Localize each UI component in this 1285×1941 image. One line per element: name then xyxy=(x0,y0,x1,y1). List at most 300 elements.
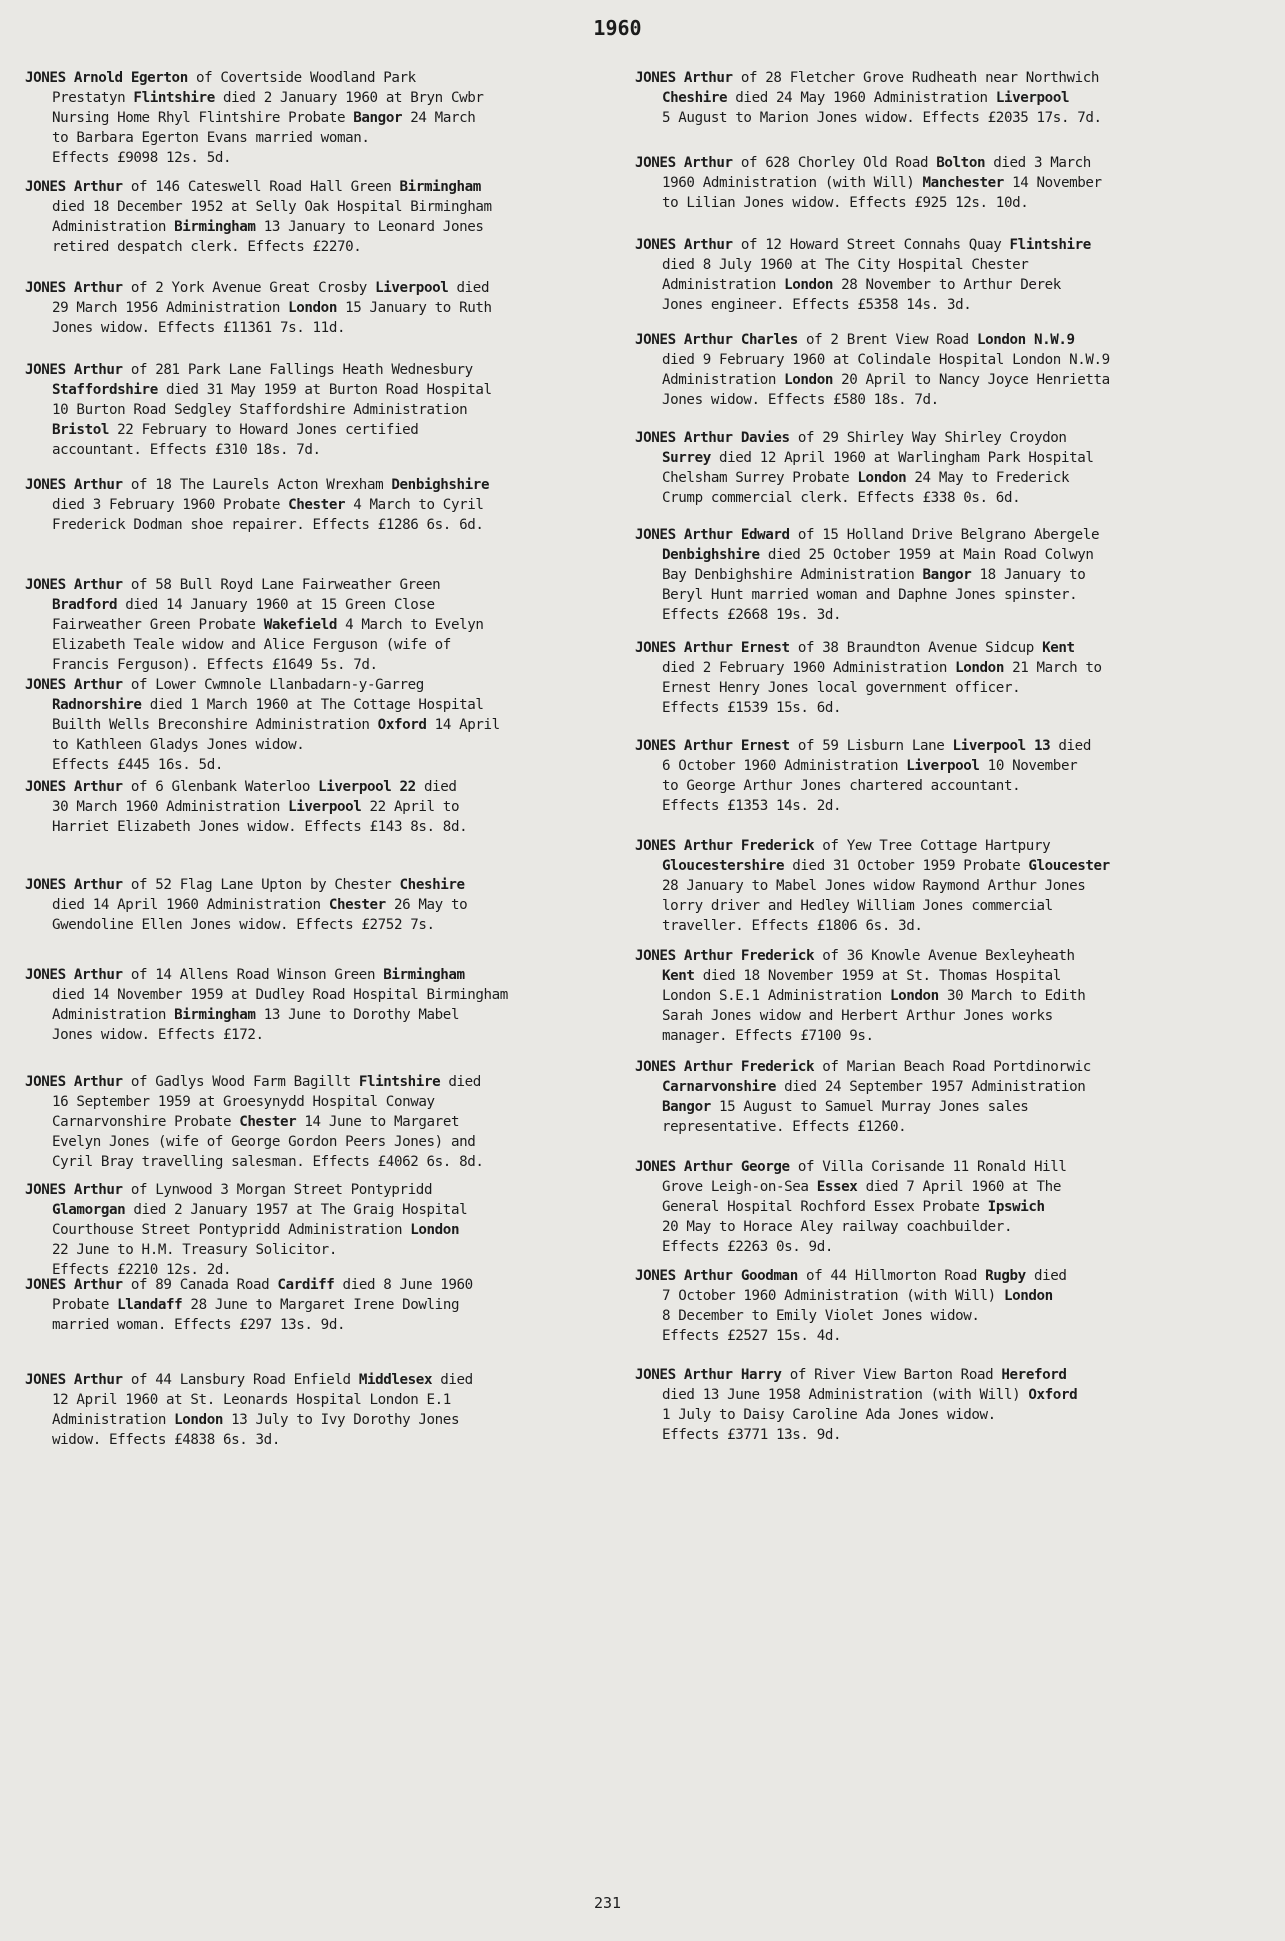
entry-line xyxy=(635,1217,1235,1237)
entry-line xyxy=(25,915,625,935)
entry-text: Administration xyxy=(52,1007,175,1023)
entry-text: of 146 Cateswell Road Hall Green xyxy=(122,179,400,195)
entry-text: Hereford xyxy=(1001,1367,1067,1383)
entry-line xyxy=(635,108,1235,128)
entry-line xyxy=(635,275,1235,295)
entry-text: General Hospital Rochford Essex Probate xyxy=(662,1199,988,1215)
entry-text: Bangor xyxy=(922,567,972,583)
entry-line xyxy=(635,488,1235,508)
entry-text: 14 June to Margaret xyxy=(296,1114,460,1130)
entry-text: London xyxy=(410,1222,460,1238)
entry-text: Ipswich xyxy=(987,1199,1045,1215)
probate-entry xyxy=(635,68,1235,128)
entry-line xyxy=(25,1315,625,1335)
entry-line xyxy=(635,916,1235,936)
entry-text: died 31 October 1959 Probate xyxy=(784,858,1029,874)
entry-text: died xyxy=(440,1074,481,1090)
entry-text: Birmingham xyxy=(174,219,256,235)
entry-line xyxy=(635,698,1235,718)
entry-text: London xyxy=(857,470,907,486)
entry-line xyxy=(635,545,1235,565)
entry-text: of Gadlys Wood Farm Bagillt xyxy=(122,1074,359,1090)
entry-text: 6 October 1960 Administration xyxy=(662,758,907,774)
entry-line xyxy=(25,1370,625,1390)
entry-text: 22 April to xyxy=(361,799,460,815)
entry-line xyxy=(25,755,625,775)
entry-text: 29 March 1956 Administration xyxy=(52,300,289,316)
entry-text: Carnarvonshire Probate xyxy=(52,1114,240,1130)
entry-line xyxy=(635,153,1235,173)
probate-entry xyxy=(635,235,1235,315)
entry-text: of 36 Knowle Avenue Bexleyheath xyxy=(814,948,1075,964)
entry-text: of Marian Beach Road Portdinorwic xyxy=(814,1059,1091,1075)
probate-entry xyxy=(25,1072,625,1172)
entry-line xyxy=(635,658,1235,678)
entry-line xyxy=(635,1117,1235,1137)
entry-text: Liverpool xyxy=(375,280,449,296)
entry-line xyxy=(635,193,1235,213)
entry-text: JONES Arthur Ernest xyxy=(635,640,790,656)
entry-line xyxy=(635,1157,1235,1177)
entry-text: 18 January to xyxy=(971,567,1086,583)
entry-text: Glamorgan xyxy=(52,1202,126,1218)
entry-text: of 15 Holland Drive Belgrano Abergele xyxy=(789,527,1100,543)
probate-entry xyxy=(635,946,1235,1046)
entry-text: Jones widow. Effects £580 18s. 7d. xyxy=(662,392,939,408)
entry-text: died 25 October 1959 at Main Road Colwyn xyxy=(759,547,1094,563)
entry-text: to George Arthur Jones chartered accountant. xyxy=(662,778,1021,794)
entry-text: JONES Arthur xyxy=(25,779,123,795)
entry-text: died 2 January 1957 at The Graig Hospital xyxy=(125,1202,468,1218)
entry-line xyxy=(25,1275,625,1295)
entry-text: JONES Arthur xyxy=(635,237,733,253)
entry-text: London xyxy=(288,300,337,316)
entry-line xyxy=(25,278,625,298)
entry-text: Oxford xyxy=(377,717,427,733)
entry-line xyxy=(635,255,1235,275)
entry-text: 5 August to Marion Jones widow. Effects £2035 17s. 7d. xyxy=(662,110,1102,126)
entry-text: Builth Wells Breconshire Administration xyxy=(52,717,378,733)
entry-text: JONES Arthur xyxy=(25,477,123,493)
entry-line xyxy=(635,565,1235,585)
entry-text: Effects £1539 15s. 6d. xyxy=(662,700,842,716)
entry-line xyxy=(25,1295,625,1315)
entry-text: died 2 January 1960 at Bryn Cwbr xyxy=(214,90,484,106)
entry-text: 16 September 1959 at Groesynydd Hospital Conway xyxy=(52,1094,435,1110)
entry-text: representative. Effects £1260. xyxy=(662,1119,907,1135)
entry-text: Administration xyxy=(52,1412,175,1428)
entry-text: Flintshire xyxy=(358,1074,441,1090)
probate-entry xyxy=(635,736,1235,816)
entry-text: JONES Arthur Harry xyxy=(635,1367,782,1383)
entry-line xyxy=(635,605,1235,625)
entry-line xyxy=(25,1092,625,1112)
entry-text: 14 April xyxy=(426,717,500,733)
entry-text: 21 March to xyxy=(1003,660,1102,676)
entry-text: JONES Arthur xyxy=(25,1074,123,1090)
entry-text: 20 May to Horace Aley railway coachbuilder. xyxy=(662,1219,1013,1235)
entry-text: JONES Arthur xyxy=(635,70,733,86)
entry-text: died 7 April 1960 at The xyxy=(857,1179,1061,1195)
probate-entry xyxy=(635,1266,1235,1346)
entry-line xyxy=(25,1152,625,1172)
entry-text: Manchester xyxy=(922,175,1004,191)
entry-text: 10 Burton Road Sedgley Staffordshire Administration xyxy=(52,402,468,418)
entry-line xyxy=(635,173,1235,193)
entry-text: Surrey xyxy=(662,450,711,466)
entry-text: died 8 July 1960 at The City Hospital Chester xyxy=(662,257,1029,273)
entry-text: Probate xyxy=(52,1297,118,1313)
entry-text: Effects £2668 19s. 3d. xyxy=(662,607,842,623)
entry-line xyxy=(25,1240,625,1260)
probate-entry xyxy=(25,777,625,837)
entry-text: Cardiff xyxy=(277,1277,335,1293)
entry-line xyxy=(635,428,1235,448)
entry-line xyxy=(25,895,625,915)
entry-text: of River View Barton Road xyxy=(781,1367,1002,1383)
entry-text: London N.W.9 xyxy=(976,332,1075,348)
entry-text: JONES Arthur xyxy=(25,1277,123,1293)
entry-line xyxy=(635,525,1235,545)
entry-text: Rugby xyxy=(985,1268,1026,1284)
entry-text: Frederick Dodman shoe repairer. Effects £1286 6s. 6d. xyxy=(52,517,484,533)
entry-line xyxy=(25,68,625,88)
probate-entry xyxy=(635,638,1235,718)
entry-text: 15 January to Ruth xyxy=(336,300,492,316)
entry-line xyxy=(635,1385,1235,1405)
entry-line xyxy=(25,797,625,817)
entry-line xyxy=(25,695,625,715)
entry-text: JONES Arthur xyxy=(25,1182,123,1198)
entry-line xyxy=(25,360,625,380)
entry-text: Staffordshire xyxy=(52,382,158,398)
entry-text: of Lower Cwmnole Llanbadarn-y-Garreg xyxy=(122,677,424,693)
entry-text: of 38 Braundton Avenue Sidcup xyxy=(789,640,1043,656)
entry-text: Jones widow. Effects £172. xyxy=(52,1027,264,1043)
entry-text: Beryl Hunt married woman and Daphne Jones spinster. xyxy=(662,587,1078,603)
entry-text: Liverpool 22 xyxy=(318,779,416,795)
entry-text: died 14 November 1959 at Dudley Road Hospital Birmingham xyxy=(52,987,508,1003)
entry-text: of 12 Howard Street Connahs Quay xyxy=(732,237,1010,253)
entry-text: died 13 June 1958 Administration (with Will) xyxy=(662,1387,1029,1403)
entry-line xyxy=(635,448,1235,468)
entry-text: 22 February to Howard Jones certified xyxy=(109,422,419,438)
entry-line xyxy=(635,678,1235,698)
entry-line xyxy=(635,350,1235,370)
entry-text: Denbighshire xyxy=(662,547,760,563)
entry-text: Administration xyxy=(662,372,785,388)
entry-line xyxy=(25,777,625,797)
entry-text: Francis Ferguson). Effects £1649 5s. 7d. xyxy=(52,657,378,673)
entry-text: JONES Arthur Davies xyxy=(635,430,790,446)
entry-text: of 29 Shirley Way Shirley Croydon xyxy=(789,430,1067,446)
entry-text: traveller. Effects £1806 6s. 3d. xyxy=(662,918,923,934)
entry-text: Radnorshire xyxy=(52,697,142,713)
entry-text: died 2 February 1960 Administration xyxy=(662,660,956,676)
probate-entry xyxy=(635,153,1235,213)
entry-text: Chester xyxy=(328,897,386,913)
entry-text: London xyxy=(889,988,939,1004)
entry-line xyxy=(635,896,1235,916)
entry-text: of Lynwood 3 Morgan Street Pontypridd xyxy=(122,1182,433,1198)
entry-text: JONES Arthur Charles xyxy=(635,332,798,348)
entry-text: Bangor xyxy=(353,110,403,126)
entry-text: Harriet Elizabeth Jones widow. Effects £143 8s. 8d. xyxy=(52,819,468,835)
entry-text: of 18 The Laurels Acton Wrexham xyxy=(122,477,392,493)
entry-text: JONES Arthur Frederick xyxy=(635,1059,815,1075)
entry-line xyxy=(635,390,1235,410)
entry-text: Bay Denbighshire Administration xyxy=(662,567,923,583)
entry-line xyxy=(635,330,1235,350)
entry-text: London xyxy=(174,1412,223,1428)
entry-line xyxy=(25,1005,625,1025)
entry-line xyxy=(635,468,1235,488)
entry-text: Cyril Bray travelling salesman. Effects £4062 6s. 8d. xyxy=(52,1154,484,1170)
entry-line xyxy=(635,1365,1235,1385)
entry-line xyxy=(25,635,625,655)
entry-text: Ernest Henry Jones local government officer. xyxy=(662,680,1021,696)
probate-entry xyxy=(25,1370,625,1450)
entry-text: Carnarvonshire xyxy=(662,1079,776,1095)
entry-line xyxy=(635,856,1235,876)
page-number: 231 xyxy=(593,1894,622,1912)
entry-line xyxy=(25,1180,625,1200)
entry-text: Liverpool xyxy=(906,758,980,774)
entry-text: to Lilian Jones widow. Effects £925 12s. 10d. xyxy=(662,195,1029,211)
entry-line xyxy=(25,420,625,440)
entry-line xyxy=(25,318,625,338)
entry-text: 13 July to Ivy Dorothy Jones xyxy=(222,1412,460,1428)
entry-line xyxy=(635,1177,1235,1197)
entry-line xyxy=(635,756,1235,776)
entry-text: Liverpool xyxy=(995,90,1070,106)
entry-text: to Barbara Egerton Evans married woman. xyxy=(52,130,370,146)
entry-line xyxy=(635,1057,1235,1077)
entry-line xyxy=(25,1410,625,1430)
entry-line xyxy=(25,595,625,615)
entry-text: 4 March to Evelyn xyxy=(336,617,484,633)
entry-line xyxy=(25,1072,625,1092)
entry-line xyxy=(25,1390,625,1410)
entry-text: Middlesex xyxy=(358,1372,433,1388)
entry-text: died xyxy=(1050,738,1091,754)
entry-text: London S.E.1 Administration xyxy=(662,988,890,1004)
entry-text: JONES Arthur Edward xyxy=(635,527,790,543)
entry-text: JONES Arthur Ernest xyxy=(635,738,790,754)
entry-line xyxy=(635,1097,1235,1117)
entry-text: Birmingham xyxy=(174,1007,256,1023)
entry-text: Jones widow. Effects £11361 7s. 11d. xyxy=(52,320,346,336)
entry-line xyxy=(635,370,1235,390)
entry-text: Effects £2210 12s. 2d. xyxy=(52,1262,232,1278)
entry-text: Kent xyxy=(662,968,695,984)
entry-text: JONES Arthur xyxy=(25,677,123,693)
entry-text: Gloucester xyxy=(1028,858,1110,874)
entry-line xyxy=(635,1405,1235,1425)
entry-line xyxy=(25,217,625,237)
entry-text: Elizabeth Teale widow and Alice Ferguson (wife of xyxy=(52,637,451,653)
entry-line xyxy=(25,400,625,420)
entry-text: 8 December to Emily Violet Jones widow. xyxy=(662,1308,980,1324)
entry-text: of 28 Fletcher Grove Rudheath near Northwich xyxy=(732,70,1100,86)
entry-line xyxy=(635,986,1235,1006)
entry-line xyxy=(635,1425,1235,1445)
entry-text: JONES Arthur xyxy=(635,155,733,171)
entry-text: Gloucestershire xyxy=(662,858,785,874)
entry-text: of 14 Allens Road Winson Green xyxy=(122,967,384,983)
entry-text: married woman. Effects £297 13s. 9d. xyxy=(52,1317,346,1333)
entry-text: lorry driver and Hedley William Jones commercial xyxy=(662,898,1053,914)
entry-text: of Yew Tree Cottage Hartpury xyxy=(814,838,1051,854)
entry-text: Birmingham xyxy=(383,967,465,983)
entry-line xyxy=(25,1025,625,1045)
entry-line xyxy=(25,875,625,895)
entry-line xyxy=(25,148,625,168)
entry-text: of Villa Corisande 11 Ronald Hill xyxy=(789,1159,1067,1175)
entry-text: Courthouse Street Pontypridd Administration xyxy=(52,1222,411,1238)
entry-line xyxy=(25,1220,625,1240)
entry-text: died 24 September 1957 Administration xyxy=(775,1079,1086,1095)
probate-entry xyxy=(635,428,1235,508)
probate-entry xyxy=(25,875,625,935)
entry-text: 1 July to Daisy Caroline Ada Jones widow. xyxy=(662,1407,996,1423)
entry-line xyxy=(25,1132,625,1152)
entry-text: Bangor xyxy=(662,1099,711,1115)
entry-text: JONES Arthur xyxy=(25,280,123,296)
entry-text: 1960 Administration (with Will) xyxy=(662,175,923,191)
entry-text: Effects £2527 15s. 4d. xyxy=(662,1328,842,1344)
entry-text: Chelsham Surrey Probate xyxy=(662,470,858,486)
entry-text: died 12 April 1960 at Warlingham Park Hospital xyxy=(710,450,1094,466)
entry-line xyxy=(25,715,625,735)
entry-line xyxy=(635,295,1235,315)
entry-text: JONES Arthur Frederick xyxy=(635,838,815,854)
entry-text: Jones engineer. Effects £5358 14s. 3d. xyxy=(662,297,972,313)
entry-text: 13 January to Leonard Jones xyxy=(255,219,484,235)
entry-text: Nursing Home Rhyl Flintshire Probate xyxy=(52,110,354,126)
entry-text: of 44 Lansbury Road Enfield xyxy=(122,1372,359,1388)
entry-text: JONES Arthur xyxy=(25,877,123,893)
entry-text: died xyxy=(415,779,457,795)
entry-line xyxy=(635,235,1235,255)
probate-entry xyxy=(25,675,625,775)
probate-entry xyxy=(25,965,625,1045)
entry-text: JONES Arthur xyxy=(25,1372,123,1388)
entry-text: of 44 Hillmorton Road xyxy=(797,1268,986,1284)
entry-line xyxy=(25,128,625,148)
entry-line xyxy=(25,177,625,197)
entry-line xyxy=(635,1197,1235,1217)
entry-line xyxy=(25,237,625,257)
entry-line xyxy=(635,776,1235,796)
entry-text: died 3 February 1960 Probate xyxy=(52,497,289,513)
entry-text: Essex xyxy=(816,1179,858,1195)
entry-text: London xyxy=(1003,1288,1053,1304)
entry-line xyxy=(25,1430,625,1450)
entry-text: 24 March xyxy=(402,110,476,126)
entry-text: Effects £9098 12s. 5d. xyxy=(52,150,232,166)
entry-text: Crump commercial clerk. Effects £338 0s. 6d. xyxy=(662,490,1021,506)
entry-text: 24 May to Frederick xyxy=(906,470,1070,486)
probate-entry xyxy=(25,278,625,338)
probate-entry xyxy=(25,360,625,460)
probate-entry xyxy=(25,1180,625,1280)
entry-text: Kent xyxy=(1042,640,1075,656)
entry-line xyxy=(25,675,625,695)
entry-text: died 18 December 1952 at Selly Oak Hospital Birmingham xyxy=(52,199,492,215)
entry-text: Bolton xyxy=(936,155,986,171)
entry-text: 7 October 1960 Administration (with Will) xyxy=(662,1288,1004,1304)
probate-entry xyxy=(25,575,625,675)
entry-text: Chester xyxy=(288,497,346,513)
entry-text: died xyxy=(432,1372,473,1388)
entry-line xyxy=(635,836,1235,856)
entry-line xyxy=(635,736,1235,756)
entry-text: died 3 March xyxy=(985,155,1091,171)
entry-text: 4 March to Cyril xyxy=(345,497,484,513)
entry-line xyxy=(25,515,625,535)
entry-line xyxy=(25,475,625,495)
entry-text: JONES Arthur xyxy=(25,362,123,378)
entry-text: Denbighshire xyxy=(391,477,490,493)
entry-text: Effects £2263 0s. 9d. xyxy=(662,1239,833,1255)
entry-text: of 2 Brent View Road xyxy=(797,332,977,348)
entry-text: died xyxy=(448,280,490,296)
entry-line xyxy=(635,88,1235,108)
entry-text: Administration xyxy=(662,277,785,293)
entry-text: Llandaff xyxy=(117,1297,183,1313)
entry-text: died 31 May 1959 at Burton Road Hospital xyxy=(157,382,492,398)
entry-text: died 8 June 1960 xyxy=(334,1277,473,1293)
probate-entry xyxy=(635,1365,1235,1445)
entry-line xyxy=(25,575,625,595)
entry-text: 26 May to xyxy=(385,897,468,913)
entry-text: Sarah Jones widow and Herbert Arthur Jones works xyxy=(662,1008,1053,1024)
entry-text: 14 November xyxy=(1003,175,1102,191)
entry-text: 15 August to Samuel Murray Jones sales xyxy=(710,1099,1029,1115)
entry-text: JONES Arnold Egerton xyxy=(25,70,188,86)
probate-entry xyxy=(25,177,625,257)
entry-text: London xyxy=(955,660,1004,676)
entry-text: died 1 March 1960 at The Cottage Hospital xyxy=(141,697,484,713)
entry-line xyxy=(635,1077,1235,1097)
entry-text: 12 April 1960 at St. Leonards Hospital London E.1 xyxy=(52,1392,451,1408)
entry-line xyxy=(635,1026,1235,1046)
entry-text: 30 March 1960 Administration xyxy=(52,799,289,815)
entry-line xyxy=(25,108,625,128)
entry-line xyxy=(25,615,625,635)
probate-entry xyxy=(25,68,625,168)
entry-text: of Covertside Woodland Park xyxy=(187,70,416,86)
entry-text: 28 November to Arthur Derek xyxy=(832,277,1061,293)
entry-text: 28 January to Mabel Jones widow Raymond Arthur Jones xyxy=(662,878,1086,894)
entry-line xyxy=(25,197,625,217)
entry-text: Flintshire xyxy=(1009,237,1091,253)
entry-line xyxy=(635,638,1235,658)
entry-text: JONES Arthur George xyxy=(635,1159,790,1175)
entry-text: JONES Arthur Frederick xyxy=(635,948,815,964)
entry-line xyxy=(635,1237,1235,1257)
entry-line xyxy=(25,1200,625,1220)
entry-text: London xyxy=(784,372,833,388)
entry-line xyxy=(635,1326,1235,1346)
entry-text: 10 November xyxy=(979,758,1078,774)
entry-line xyxy=(635,68,1235,88)
entry-text: Administration xyxy=(52,219,175,235)
entry-text: Cheshire xyxy=(399,877,465,893)
entry-text: of 6 Glenbank Waterloo xyxy=(122,779,319,795)
entry-line xyxy=(25,655,625,675)
